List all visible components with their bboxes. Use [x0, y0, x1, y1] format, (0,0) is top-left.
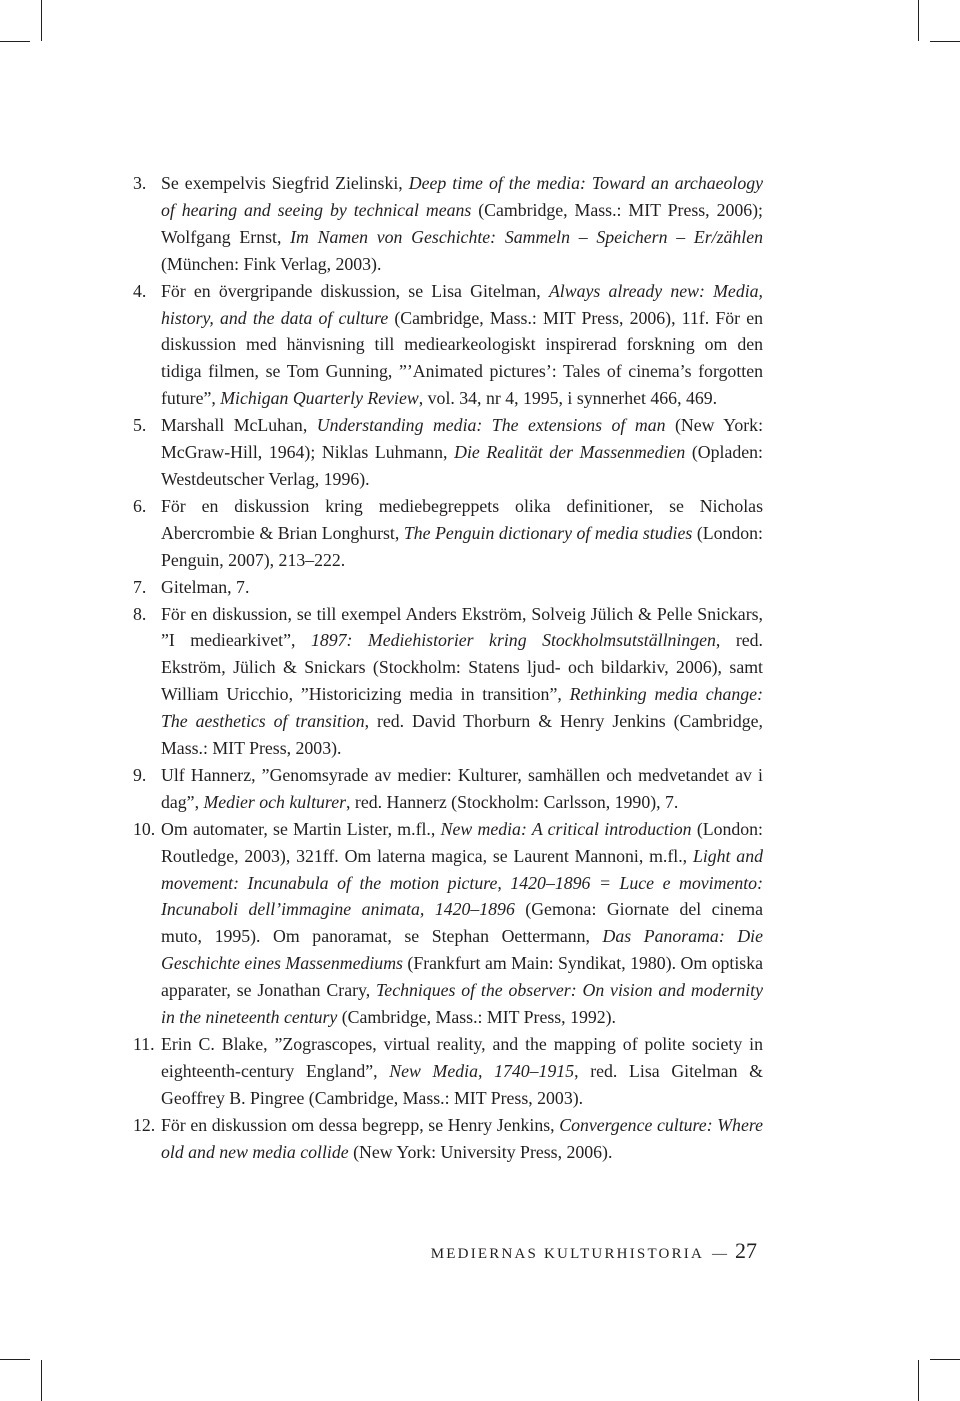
running-footer-separator: — [712, 1246, 727, 1262]
footnote-number: 3. [133, 173, 147, 193]
footnote-text-run: , vol. 34, nr 4, 1995, i synnerhet 466, 469. [418, 388, 718, 409]
footnote-text-run: För en diskussion, se till exempel Anders Ekström, Solveig Jülich & Pelle Snickars, ”I mediearkivet”, [161, 603, 763, 651]
footnote-number: 11. [133, 1034, 155, 1054]
footnote-text [161, 281, 763, 409]
footnote-text-run: (Gemona: Giornate del cinema muto, 1995). Om panoramat, se Stephan Oettermann, [161, 899, 763, 947]
footnote-text-run: (Opladen: Westdeutscher Verlag, 1996). [161, 442, 763, 489]
footnote-text-run: (München: Fink Verlag, 2003). [161, 253, 382, 274]
footnote-title-italic: Always already new: Media, history, and the data of culture [161, 280, 763, 328]
footnote-title-italic: Im Namen von Geschichte: Sammeln – Speichern – Er/zählen [290, 226, 764, 247]
footnote [133, 1112, 763, 1166]
running-footer [431, 1238, 757, 1264]
footnote-title-italic: The Penguin dictionary of media studies [403, 522, 693, 543]
footnote-number: 4. [133, 280, 147, 301]
footnote-text [161, 1115, 763, 1162]
footnote-text [161, 765, 763, 812]
footnote-text-run: Om automater, se Martin Lister, m.fl., [161, 818, 441, 839]
footnote [133, 574, 763, 601]
footnote-number: 12. [133, 1114, 156, 1135]
footnote-text-run: Se exempelvis Siegfrid Zielinski, [161, 173, 409, 193]
footnote-text [161, 173, 763, 274]
footnote-title-italic: Michigan Quarterly Review [220, 388, 419, 409]
footnote [133, 816, 763, 1031]
footnote-title-italic: New media: A critical introduction [440, 818, 692, 839]
footnote-text-run: Marshall McLuhan, [161, 415, 317, 436]
crop-mark-top-right [918, 0, 919, 41]
crop-mark-top-right [930, 41, 960, 42]
footnote-title-italic: Understanding media: The extensions of man [316, 415, 666, 436]
footnote-text [161, 819, 763, 1027]
footnote-title-italic: Deep time of the media: Toward an archaeology of hearing and seeing by technical means [161, 173, 763, 220]
crop-mark-top-left [0, 41, 30, 42]
footnote-text-run: , red. Hannerz (Stockholm: Carlsson, 1990), 7. [346, 791, 679, 812]
page-number: 27 [735, 1238, 757, 1263]
footnote-number: 6. [133, 495, 147, 516]
footnote-title-italic: Techniques of the observer: On vision and modernity in the nineteenth century [161, 980, 763, 1028]
footnote-text-run: (New York: University Press, 2006). [348, 1141, 613, 1162]
footnote [133, 170, 763, 278]
crop-mark-bottom-right [918, 1360, 919, 1401]
footnote-title-italic: New Media, 1740–1915 [389, 1060, 575, 1081]
footnote-number: 8. [133, 603, 147, 624]
footnote-title-italic: 1897: Mediehistorier kring Stockholmsutställningen [310, 630, 716, 651]
footnote-title-italic: Light and movement: Incunabula of the motion picture, 1420–1896 = Luce e movimento: Incunaboli dell’immagine animata, 1420–1896 [161, 845, 763, 920]
footnote-text-run: (Frankfurt am Main: Syndikat, 1980). Om optiska apparater, se Jonathan Crary, [161, 953, 763, 1001]
footnote-text-run: , red. David Thorburn & Henry Jenkins (Cambridge, Mass.: MIT Press, 2003). [161, 711, 763, 759]
footnote-text [161, 415, 763, 489]
footnote-title-italic: Rethinking media change: The aesthetics of transition [161, 684, 763, 732]
footnote-number: 10. [133, 818, 156, 839]
footnote-number: 7. [133, 576, 147, 597]
footnote-title-italic: Convergence culture: Where old and new media collide [161, 1114, 763, 1162]
footnote-text-run: För en diskussion kring mediebegreppets olika definitioner, se Nicholas Abercrombie & Brian Longhurst, [161, 495, 763, 543]
footnote-text [161, 577, 249, 597]
footnote-text-run: Erin C. Blake, ”Zograscopes, virtual reality, and the mapping of polite society in eighteenth-century England”, [161, 1034, 763, 1081]
footnote-text-run: (New York: McGraw-Hill, 1964); Niklas Luhmann, [161, 415, 764, 463]
footnote-text [161, 496, 763, 570]
footnote-text-run: , red. Lisa Gitelman & Geoffrey B. Pingree (Cambridge, Mass.: MIT Press, 2003). [161, 1060, 763, 1108]
footnote [133, 601, 763, 762]
footnote-number: 9. [133, 764, 147, 785]
footnote-text-run: För en diskussion om dessa begrepp, se Henry Jenkins, [161, 1114, 560, 1135]
footnote-title-italic: Die Realität der Massenmedien [454, 442, 686, 463]
footnote-number: 5. [133, 415, 147, 436]
footnote-text [161, 1034, 763, 1108]
footnotes-list [133, 170, 763, 1166]
footnote-text-run: (London: Routledge, 2003), 321ff. Om laterna magica, se Laurent Mannoni, m.fl., [161, 818, 763, 866]
footnote-text-run: (Cambridge, Mass.: MIT Press, 2006), 11f. För en diskussion med hänvisning till mediearkeologiskt inspirerad forskning om den tidiga filmen, se Tom Gunning, ”’Animated pictures’: Tales of cinema’s forgotten future”, [161, 307, 763, 409]
footnote-text-run: (Cambridge, Mass.: MIT Press, 1992). [337, 1007, 616, 1028]
footnote-text-run: , red. Ekström, Jülich & Snickars (Stockholm: Statens ljud- och bildarkiv, 2006), samt William Uricchio, ”Historicizing media in transition”, [161, 630, 763, 705]
footnote [133, 493, 763, 574]
footnote-title-italic: Medier och kulturer [203, 791, 347, 812]
footnote [133, 762, 763, 816]
footnote [133, 278, 763, 413]
footnote-text [161, 604, 763, 759]
crop-mark-bottom-right [930, 1359, 960, 1360]
crop-mark-top-left [41, 0, 42, 41]
crop-mark-bottom-left [0, 1359, 30, 1360]
crop-mark-bottom-left [41, 1360, 42, 1401]
footnote-text-run: Gitelman, 7. [161, 576, 250, 597]
footnote-text-run: För en övergripande diskussion, se Lisa Gitelman, [161, 280, 549, 301]
footnote-text-run: (London: Penguin, 2007), 213–222. [161, 522, 764, 570]
footnote-title-italic: Das Panorama: Die Geschichte eines Massenmediums [161, 926, 763, 974]
footnote [133, 412, 763, 493]
footnote-text-run: Ulf Hannerz, ”Genomsyrade av medier: Kulturer, samhällen och medvetandet av i dag”, [161, 764, 763, 812]
footnote [133, 1031, 763, 1112]
running-footer-title: MEDIERNAS KULTURHISTORIA [430, 1246, 704, 1262]
footnote-text-run: (Cambridge, Mass.: MIT Press, 2006); Wolfgang Ernst, [161, 199, 763, 247]
